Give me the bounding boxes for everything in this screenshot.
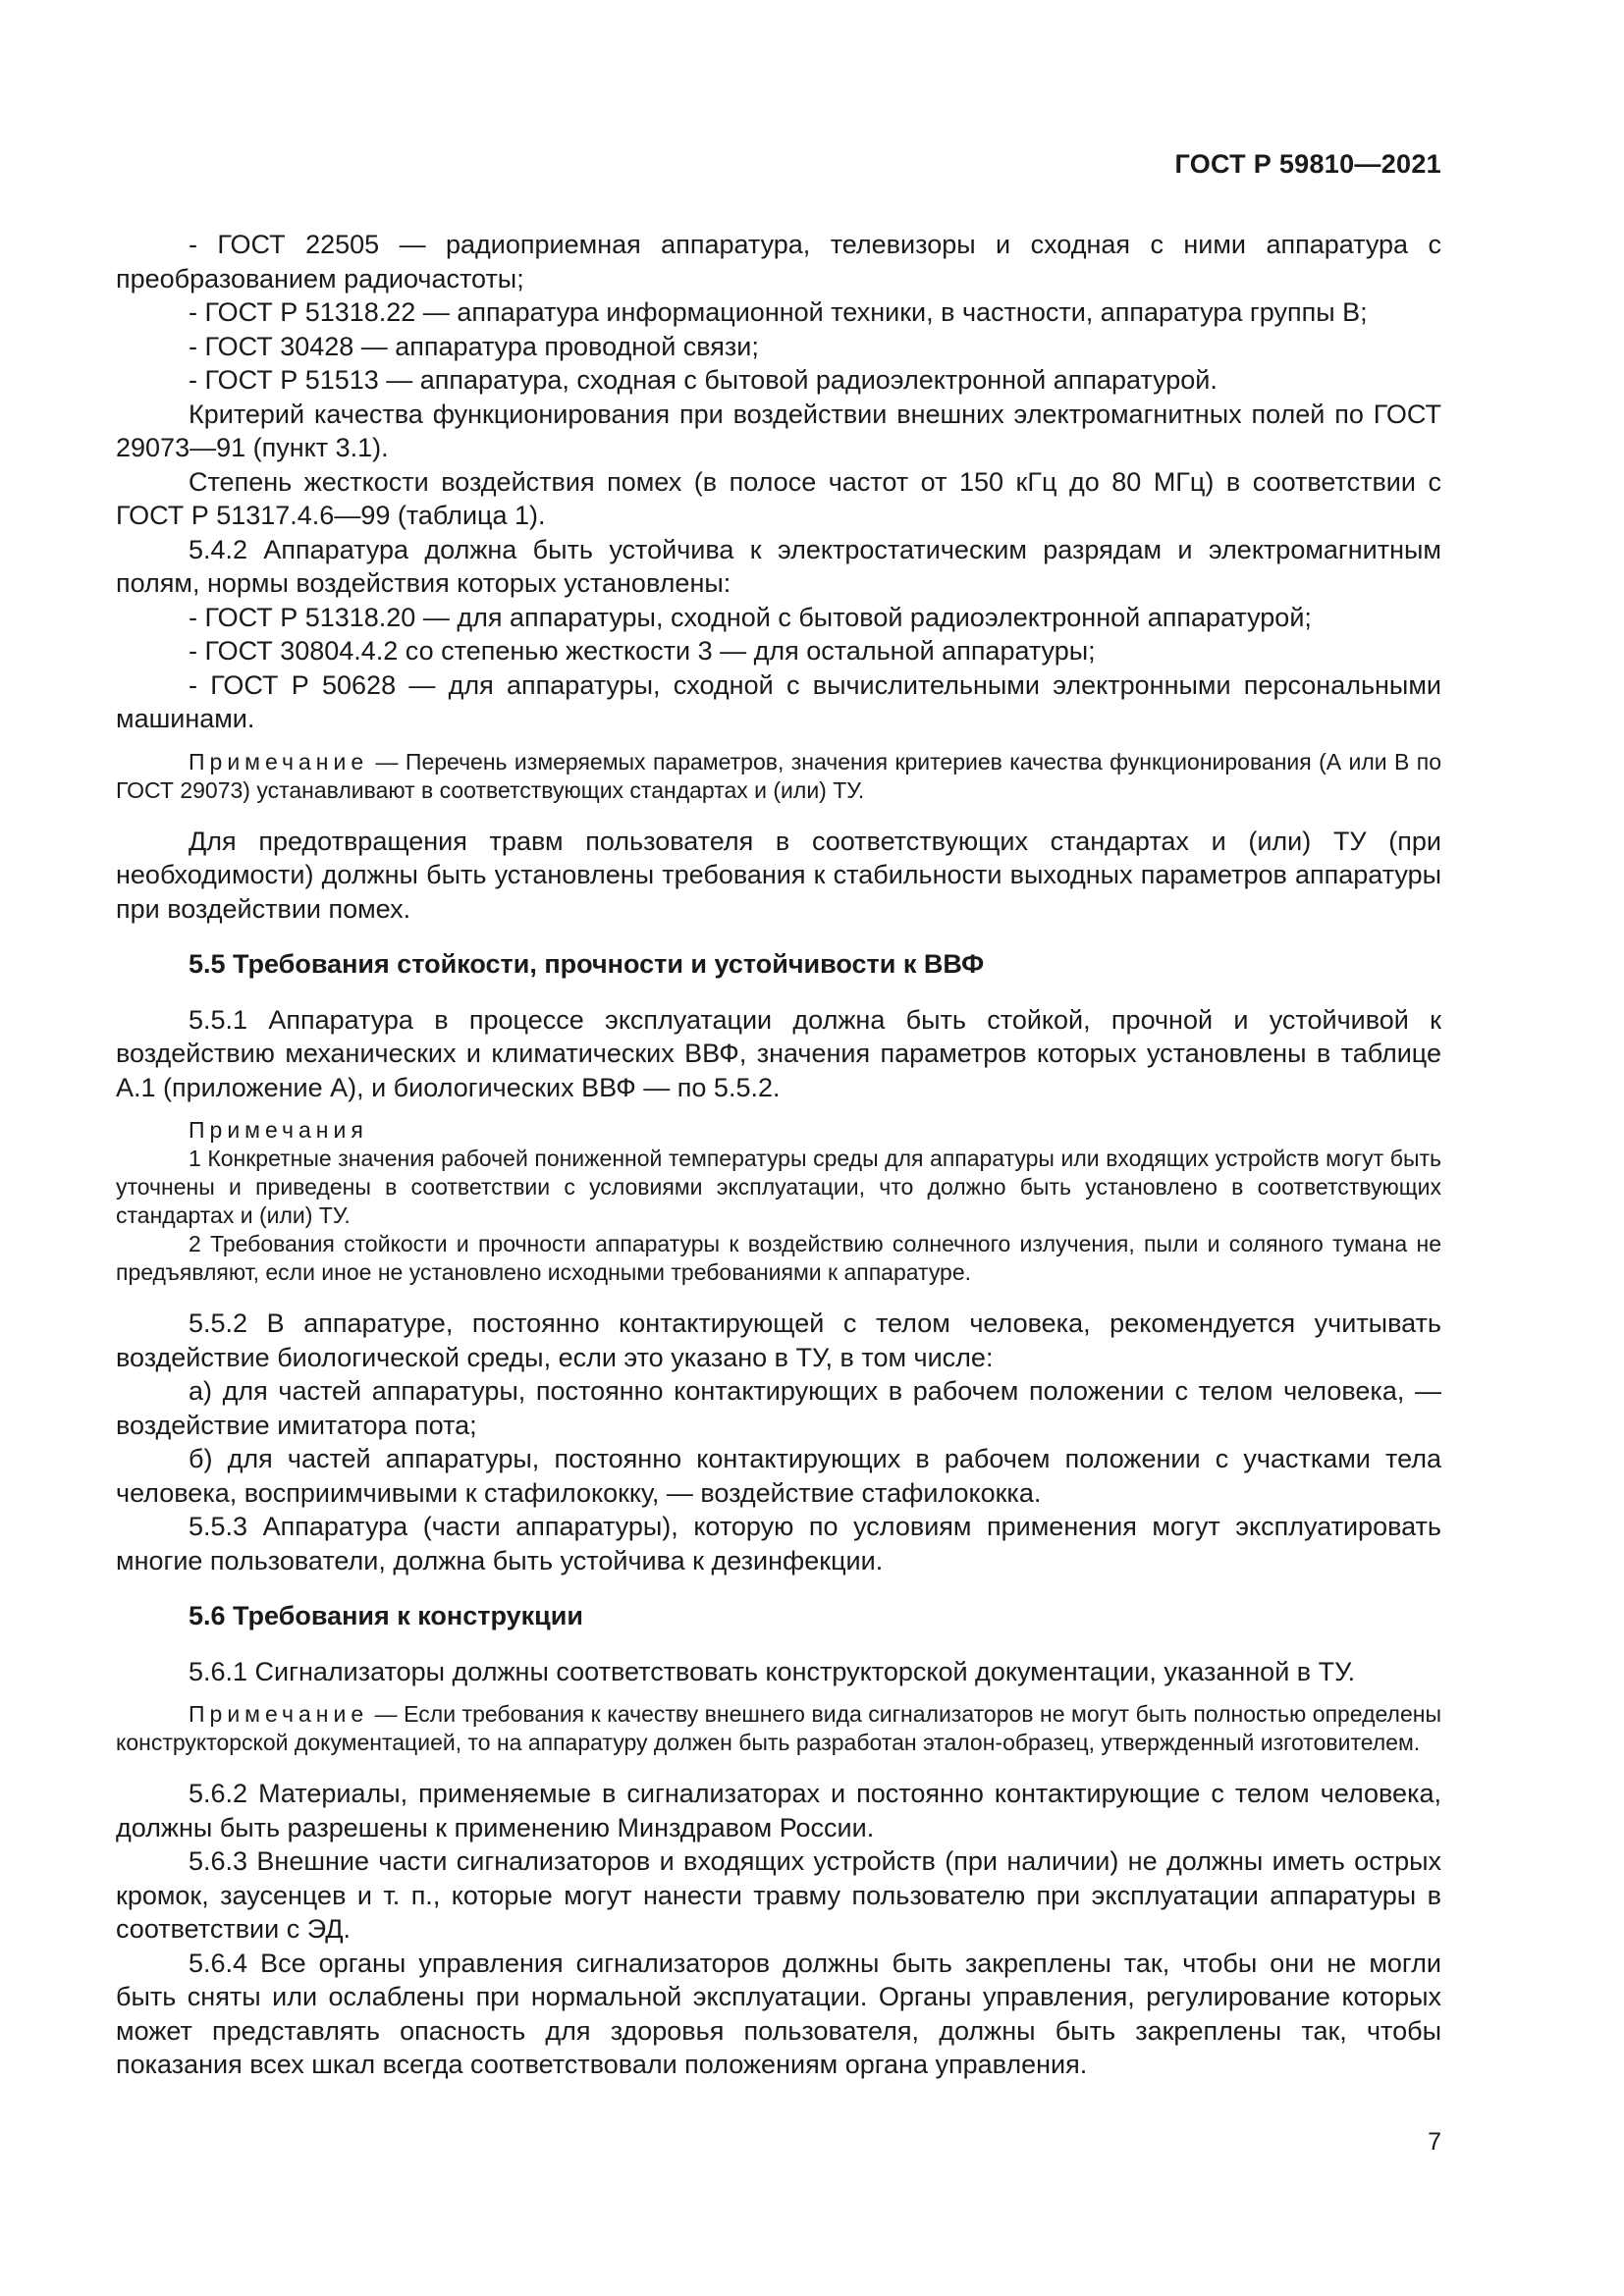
notes-label: Примечания <box>189 1117 368 1143</box>
clause-5-6-3: 5.6.3 Внешние части сигнализаторов и входящих устройств (при наличии) не должны иметь острых кромок, заусенцев и т. п., которые могут нанести травму пользователю при эксплуатации аппаратуры в соответствии с ЭД. <box>116 1846 1441 1944</box>
list-item-gost-30428: - ГОСТ 30428 — аппаратура проводной связи; <box>189 331 759 361</box>
clause-5-4-2: 5.4.2 Аппаратура должна быть устойчива к электростатическим разрядам и электромагнитным полям, нормы воздействия которых установлены: <box>116 534 1441 598</box>
note-text: — Перечень измеряемых параметров, значения критериев качества функционирования (А или В по ГОСТ 29073) устанавливают в соответствующих стандартах и (или) ТУ. <box>116 748 1441 803</box>
list-item-b: б) для частей аппаратуры, постоянно контактирующих в рабочем положении с участками тела человека, восприимчивыми к стафилококку, — воздействие стафилококка. <box>116 1444 1441 1508</box>
document-body <box>116 228 1441 2082</box>
paragraph-severity-degree: Степень жесткости воздействия помех (в полосе частот от 150 кГц до 80 МГц) в соответствии с ГОСТ Р 51317.4.6—99 (таблица 1). <box>116 466 1441 530</box>
clause-5-6-2: 5.6.2 Материалы, применяемые в сигнализаторах и постоянно контактирующие с телом человека, должны быть разрешены к применению Минздравом России. <box>116 1779 1441 1842</box>
list-item-gost-30804-4-2: - ГОСТ 30804.4.2 со степенью жесткости 3 — для остальной аппаратуры; <box>189 636 1096 666</box>
clause-5-6-4: 5.6.4 Все органы управления сигнализаторов должны быть закреплены так, чтобы они не могли быть сняты или ослаблены при нормальной эксплуатации. Органы управления, регулирование которых может представлять опасность для здоровья пользователя, должны быть закреплены так, чтобы показания всех шкал всегда соответствовали положениям органа управления. <box>116 1948 1441 2079</box>
list-item-gost-50628: - ГОСТ Р 50628 — для аппаратуры, сходной с вычислительными электронными персональными машинами. <box>116 669 1441 733</box>
note-item-1: 1 Конкретные значения рабочей пониженной температуры среды для аппаратуры или входящих устройств могут быть уточнены и приведены в соответствии с условиями эксплуатации, что должно быть установлено в соответствующих стандартах и (или) ТУ. <box>116 1146 1441 1228</box>
paragraph-injury-prevention: Для предотвращения травм пользователя в соответствующих стандартах и (или) ТУ (при необходимости) должны быть установлены требования к стабильности выходных параметров аппаратуры при воздействии помех. <box>116 826 1441 924</box>
note-measured-parameters <box>116 748 1441 805</box>
document-id-header: ГОСТ Р 59810—2021 <box>1174 149 1441 179</box>
note-label: Примечание <box>189 1701 369 1727</box>
clause-5-6-1: 5.6.1 Сигнализаторы должны соответствовать конструкторской документации, указанной в ТУ. <box>189 1656 1356 1686</box>
note-text: — Если требования к качеству внешнего вида сигнализаторов не могут быть полностью определены конструкторской документацией, то на аппаратуру должен быть разработан эталон-образец, утвержденный изготовителем. <box>116 1701 1441 1755</box>
section-heading-5-5: 5.5 Требования стойкости, прочности и устойчивости к ВВФ <box>189 949 985 979</box>
clause-5-5-2: 5.5.2 В аппаратуре, постоянно контактирующей с телом человека, рекомендуется учитывать воздействие биологической среды, если это указано в ТУ, в том числе: <box>116 1308 1441 1372</box>
page-number: 7 <box>1428 2128 1441 2156</box>
document-page <box>116 0 1441 2296</box>
note-appearance-standard <box>116 1700 1441 1757</box>
list-item-gost-22505: - ГОСТ 22505 — радиоприемная аппаратура, телевизоры и сходная с ними аппаратура с преобразованием радиочастоты; <box>116 230 1441 294</box>
paragraph-quality-criterion: Критерий качества функционирования при воздействии внешних электромагнитных полей по ГОСТ 29073—91 (пункт 3.1). <box>116 399 1441 462</box>
list-item-a: а) для частей аппаратуры, постоянно контактирующих в рабочем положении с телом человека, — воздействие имитатора пота; <box>116 1376 1441 1440</box>
note-item-2: 2 Требования стойкости и прочности аппаратуры к воздействию солнечного излучения, пыли и соляного тумана не предъявляют, если иное не установлено исходными требованиями к аппаратуре. <box>116 1231 1441 1285</box>
clause-5-5-3: 5.5.3 Аппаратура (части аппаратуры), которую по условиям применения могут эксплуатировать многие пользователи, должна быть устойчива к дезинфекции. <box>116 1512 1441 1575</box>
note-label: Примечание <box>189 748 369 774</box>
section-heading-5-6: 5.6 Требования к конструкции <box>189 1601 583 1630</box>
list-item-gost-51318-22: - ГОСТ Р 51318.22 — аппаратура информационной техники, в частности, аппаратура группы В; <box>189 297 1368 327</box>
list-item-gost-51318-20: - ГОСТ Р 51318.20 — для аппаратуры, сходной с бытовой радиоэлектронной аппаратурой; <box>189 602 1312 632</box>
list-item-gost-51513: - ГОСТ Р 51513 — аппаратура, сходная с бытовой радиоэлектронной аппаратурой. <box>189 365 1218 395</box>
clause-5-5-1: 5.5.1 Аппаратура в процессе эксплуатации должна быть стойкой, прочной и устойчивой к воздействию механических и климатических ВВФ, значения параметров которых установлены в таблице А.1 (приложение А), и биологических ВВФ — по 5.5.2. <box>116 1004 1441 1102</box>
